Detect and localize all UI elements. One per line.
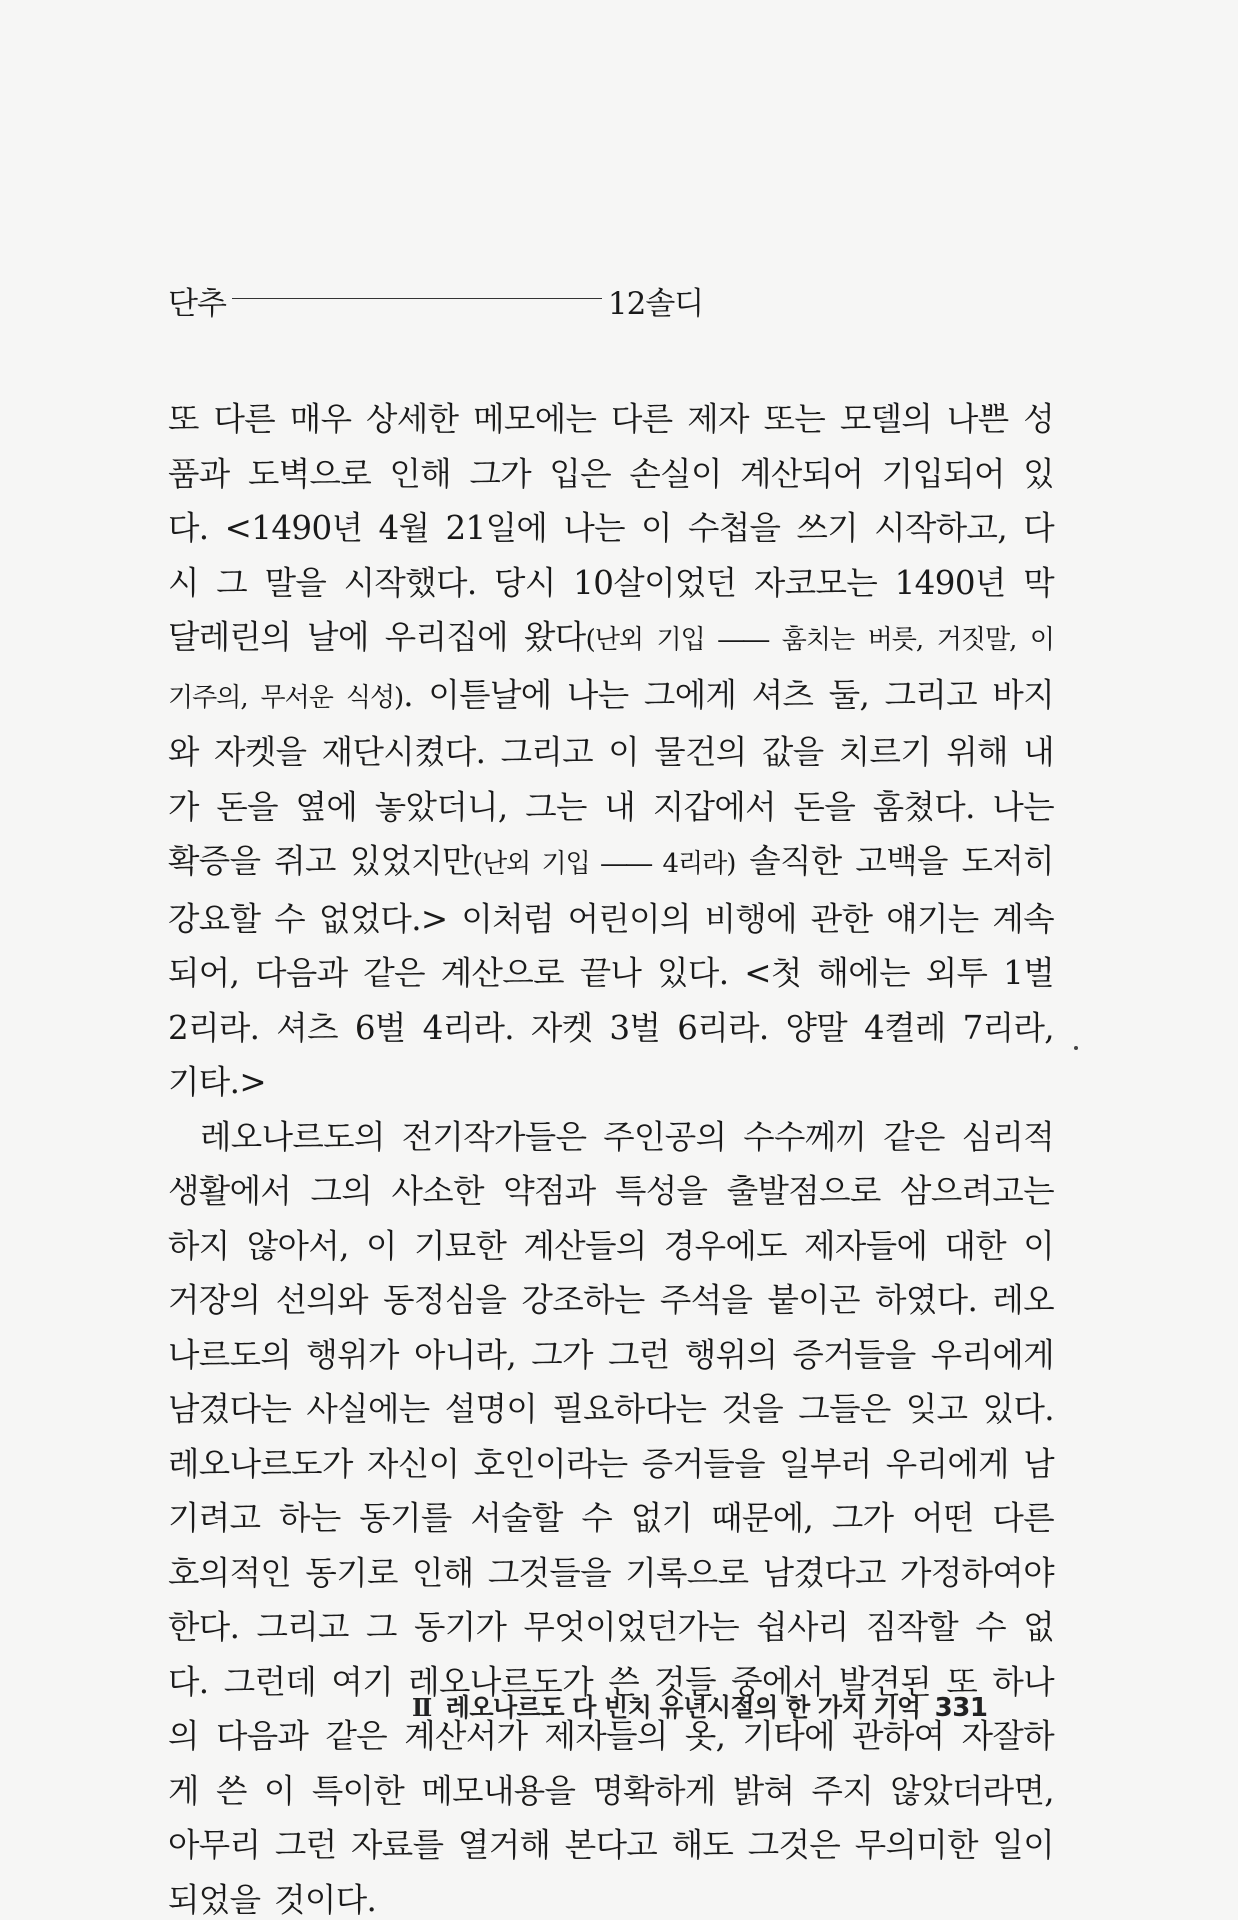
paragraph-1-part-2: . 이튿날에 나는 그에게 셔츠 둘, 그리고 바지와 자켓을 재단시켰다. 그리고 이 물건의 값을 치르기 위해 내가 돈을 옆에 놓았더니, 그는 내 지갑에서 돈을 훔쳤다. 나는 확증을 쥐고 있었지만 bbox=[168, 676, 1054, 881]
page-number: 331 bbox=[935, 1693, 988, 1723]
page-content bbox=[168, 272, 1054, 1927]
expense-item: 단추 bbox=[168, 278, 226, 323]
running-footer bbox=[412, 1688, 1012, 1724]
chapter-title: 레오나르도 다 빈치 유년시절의 한 가지 기억 bbox=[446, 1688, 921, 1724]
paragraph-1-part-3: 솔직한 고백을 도저히 강요할 수 없었다.> 이처럼 어린이의 비행에 관한 얘기는 계속되어, 다음과 같은 계산으로 끝나 있다. <첫 해에는 외투 1벌 2리라. 셔츠 6벌 4리라. 자켓 3벌 6리라. 양말 4켤레 7리라, 기타.> bbox=[168, 842, 1054, 1101]
marginal-note-2: (난외 기입 ―― 4리라) bbox=[473, 849, 736, 879]
paragraph-1-part-1: 또 다른 매우 상세한 메모에는 다른 제자 또는 모델의 나쁜 성품과 도벽으로 인해 그가 입은 손실이 계산되어 기입되어 있다. <1490년 4월 21일에 나는 이 수첩을 쓰기 시작하고, 다시 그 말을 시작했다. 당시 10살이었던 자코모는 1490년 막달레린의 날에 우리집에 왔다 bbox=[168, 400, 1054, 656]
scan-speck bbox=[1074, 1046, 1078, 1050]
leader-line bbox=[232, 298, 602, 299]
paragraph-2: 레오나르도의 전기작가들은 주인공의 수수께끼 같은 심리적 생활에서 그의 사소한 약점과 특성을 출발점으로 삼으려고는 하지 않아서, 이 기묘한 계산들의 경우에도 제자들에 대한 이 거장의 선의와 동정심을 강조하는 주석을 붙이곤 하였다. 레오나르도의 행위가 아니라, 그가 그런 행위의 증거들을 우리에게 남겼다는 사실에는 설명이 필요하다는 것을 그들은 잊고 있다. 레오나르도가 자신이 호인이라는 증거들을 일부러 우리에게 남기려고 하는 동기를 서술할 수 없기 때문에, 그가 어떤 다른 호의적인 동기로 인해 그것들을 기록으로 남겼다고 가정하여야 한다. 그리고 그 동기가 무엇이었던가는 쉽사리 짐작할 수 없다. 그런데 여기 레오나르도가 쓴 것들 중에서 발견된 또 하나의 다음과 같은 계산서가 제자들의 옷, 기타에 관하여 자잘하게 쓴 이 특이한 메모내용을 명확하게 밝혀 주지 않았더라면, 아무리 그런 자료를 열거해 본다고 해도 그것은 무의미한 일이 되었을 것이다. bbox=[168, 1110, 1054, 1927]
chapter-number: Ⅱ bbox=[412, 1693, 432, 1722]
expense-row bbox=[168, 272, 1054, 328]
marginal-note-1: (난외 기입 ―― 훔치는 버릇, 거짓말, 이기주의, 무서운 식성) bbox=[168, 625, 1054, 713]
paragraph-1 bbox=[168, 392, 1054, 1110]
expense-value: 12솔디 bbox=[608, 278, 703, 323]
